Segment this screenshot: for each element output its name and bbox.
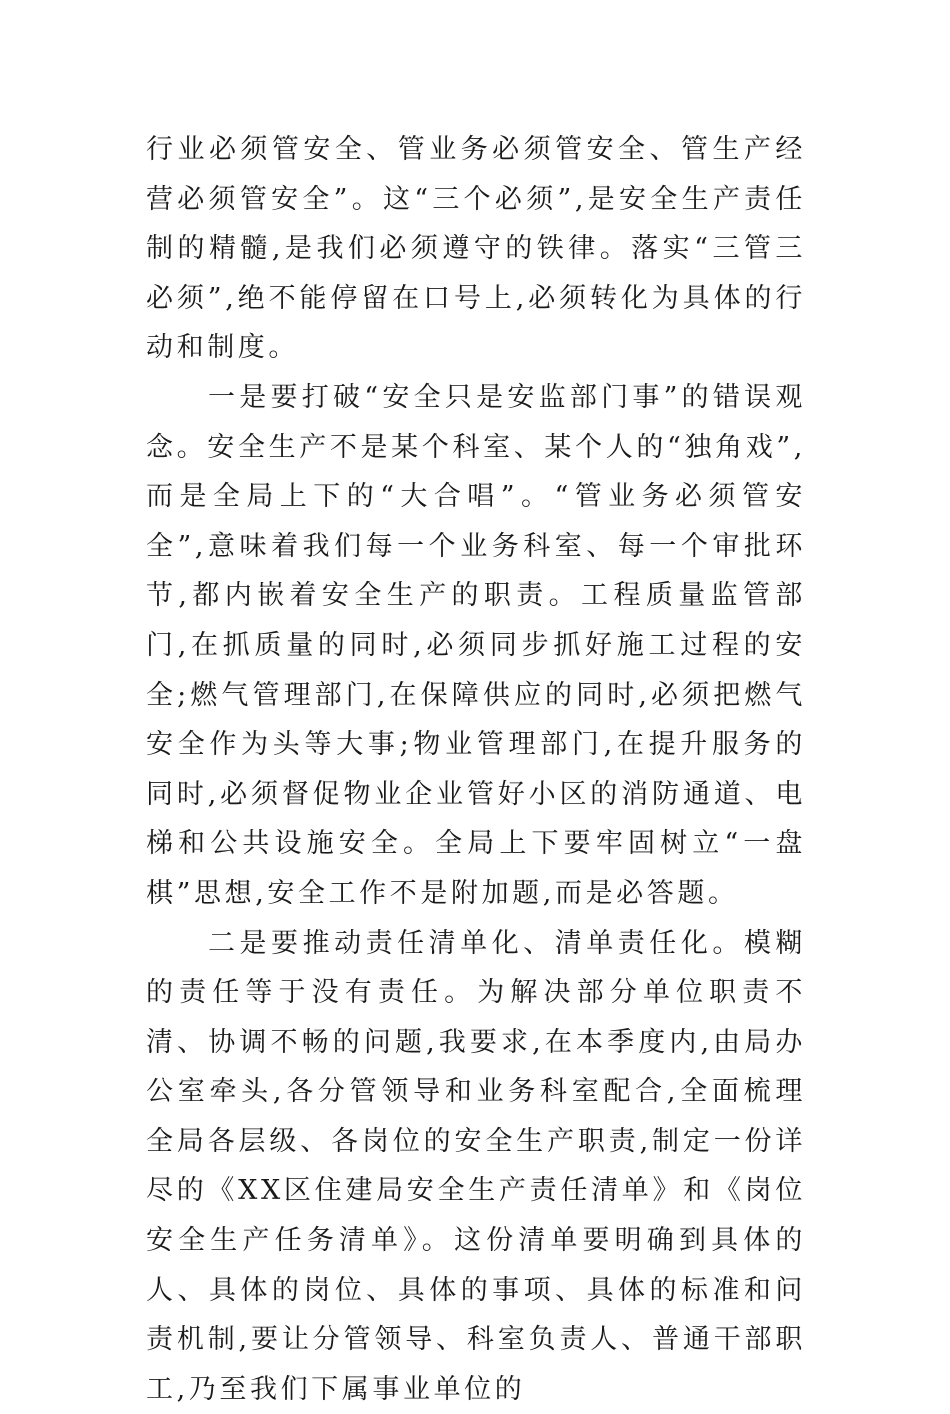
paragraph-continuation: 行业必须管安全、管业务必须管安全、管生产经营必须管安全”。这“三个必须”,是安全生产责任制的精髓,是我们必须遵守的铁律。落实“三管三必须”,绝不能停留在口号上,必须转化为具体的行动和制度。 <box>146 125 806 373</box>
paragraph-point-two: 二是要推动责任清单化、清单责任化。模糊的责任等于没有责任。为解决部分单位职责不清、协调不畅的问题,我要求,在本季度内,由局办公室牵头,各分管领导和业务科室配合,全面梳理全局各层级、各岗位的安全生产职责,制定一份详尽的《XX区住建局安全生产责任清单》和《岗位安全生产任务清单》。这份清单要明确到具体的人、具体的岗位、具体的事项、具体的标准和问责机制,要让分管领导、科室负责人、普通干部职工,乃至我们下属事业单位的 <box>146 919 806 1414</box>
paragraph-point-one: 一是要打破“安全只是安监部门事”的错误观念。安全生产不是某个科室、某个人的“独角戏”,而是全局上下的“大合唱”。“管业务必须管安全”,意味着我们每一个业务科室、每一个审批环节,都内嵌着安全生产的职责。工程质量监管部门,在抓质量的同时,必须同步抓好施工过程的安全;燃气管理部门,在保障供应的同时,必须把燃气安全作为头等大事;物业管理部门,在提升服务的同时,必须督促物业企业管好小区的消防通道、电梯和公共设施安全。全局上下要牢固树立“一盘棋”思想,安全工作不是附加题,而是必答题。 <box>146 373 806 919</box>
document-body <box>146 125 806 1414</box>
